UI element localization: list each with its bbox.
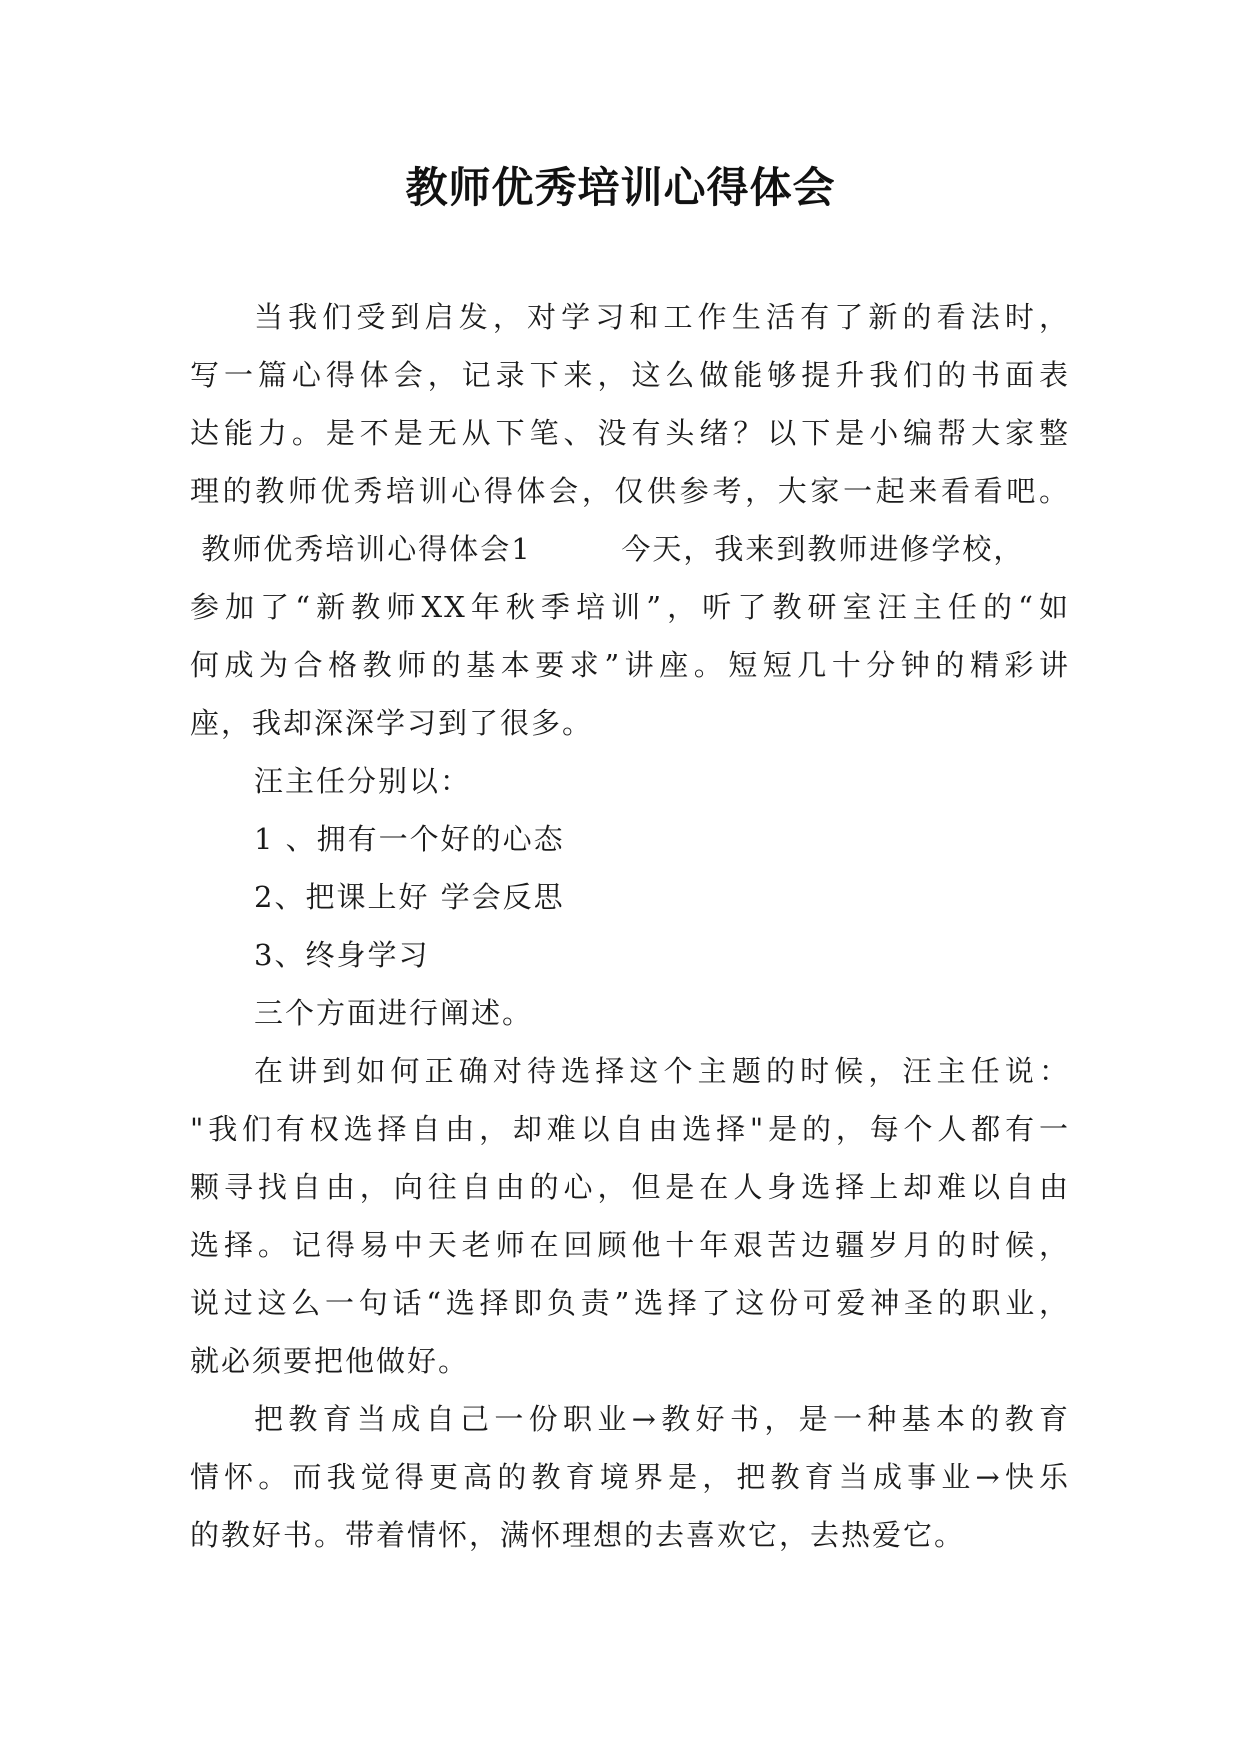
paragraph-line: 参加了“新教师XX年秋季培训”，听了教研室汪主任的“如 — [190, 590, 1070, 624]
document-title: 教师优秀培训心得体会 — [405, 163, 836, 212]
paragraph-line: 选择。记得易中天老师在回顾他十年艰苦边疆岁月的时候， — [190, 1228, 1070, 1262]
paragraph-line: 教师优秀培训心得体会1 今天，我来到教师进修学校， — [190, 532, 1025, 566]
paragraph-line: 达能力。是不是无从下笔、没有头绪？以下是小编帮大家整 — [190, 416, 1070, 450]
paragraph-line: 座，我却深深学习到了很多。 — [190, 706, 594, 740]
paragraph-line: 理的教师优秀培训心得体会，仅供参考，大家一起来看看吧。 — [190, 474, 1070, 508]
paragraph-line: 颗寻找自由，向往自由的心，但是在人身选择上却难以自由 — [190, 1170, 1070, 1204]
paragraph-line: 写一篇心得体会，记录下来，这么做能够提升我们的书面表 — [190, 358, 1070, 392]
list-item: 2、把课上好 学会反思 — [254, 880, 565, 914]
paragraph-line: 何成为合格教师的基本要求”讲座。短短几十分钟的精彩讲 — [190, 648, 1070, 682]
paragraph-line: 在讲到如何正确对待选择这个主题的时候，汪主任说： — [254, 1054, 1070, 1088]
paragraph-line: 当我们受到启发，对学习和工作生活有了新的看法时， — [254, 300, 1070, 334]
paragraph-line: 三个方面进行阐述。 — [254, 996, 534, 1030]
list-item: 1 、拥有一个好的心态 — [254, 822, 565, 856]
paragraph-line: 的教好书。带着情怀，满怀理想的去喜欢它，去热爱它。 — [190, 1518, 966, 1552]
paragraph-line: 说过这么一句话“选择即负责”选择了这份可爱神圣的职业， — [190, 1286, 1070, 1320]
paragraph-line: 把教育当成自己一份职业→教好书，是一种基本的教育 — [254, 1402, 1070, 1436]
list-item: 3、终身学习 — [254, 938, 430, 972]
paragraph-line: 情怀。而我觉得更高的教育境界是，把教育当成事业→快乐 — [190, 1460, 1070, 1494]
paragraph-line: 就必须要把他做好。 — [190, 1344, 470, 1378]
paragraph-line: "我们有权选择自由，却难以自由选择"是的，每个人都有一 — [190, 1112, 1070, 1146]
paragraph-line: 汪主任分别以： — [254, 764, 472, 798]
document-body — [190, 288, 1070, 1564]
